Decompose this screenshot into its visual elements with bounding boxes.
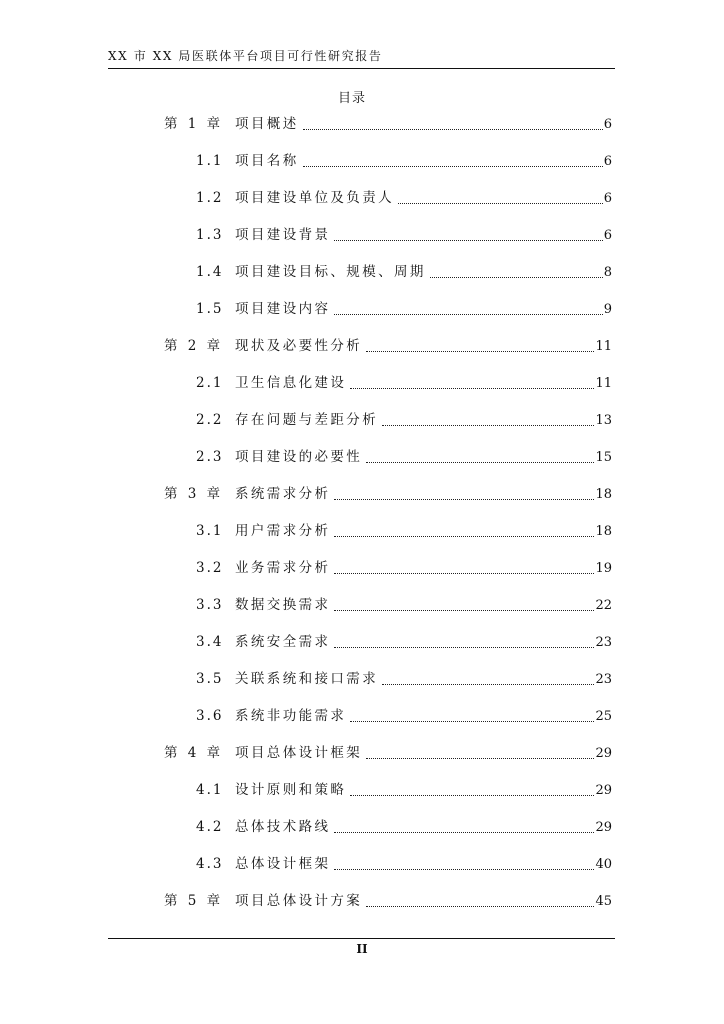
toc-entry-number: 3.1 xyxy=(196,523,224,539)
toc-entry-page: 6 xyxy=(603,154,612,169)
toc-dot-leader xyxy=(398,203,603,204)
toc-entry-label: 项目建设目标、规模、周期 xyxy=(235,264,426,280)
toc-entry-page: 19 xyxy=(595,561,612,576)
toc-entry-number: 第 2 章 xyxy=(164,338,224,354)
toc-section-entry[interactable] xyxy=(196,632,612,652)
toc-dot-leader xyxy=(334,240,602,241)
toc-entry-number: 第 5 章 xyxy=(164,893,224,909)
toc-section-entry[interactable] xyxy=(196,447,612,467)
toc-chapter-entry[interactable] xyxy=(164,114,612,134)
toc-section-entry[interactable] xyxy=(196,780,612,800)
toc-entry-number: 3.6 xyxy=(196,708,224,724)
toc-entry-number: 1.4 xyxy=(196,264,224,280)
toc-entry-page: 13 xyxy=(595,413,612,428)
toc-entry-label: 项目概述 xyxy=(235,116,299,132)
toc-dot-leader xyxy=(334,536,594,537)
running-header: XX 市 XX 局医联体平台项目可行性研究报告 xyxy=(108,49,383,63)
toc-entry-number: 2.1 xyxy=(196,375,224,391)
toc-section-entry[interactable] xyxy=(196,410,612,430)
toc-entry-number: 4.2 xyxy=(196,819,224,835)
toc-entry-number: 第 3 章 xyxy=(164,486,224,502)
toc-dot-leader xyxy=(366,462,594,463)
toc-entry-label: 关联系统和接口需求 xyxy=(235,671,379,687)
toc-entry-page: 29 xyxy=(595,783,612,798)
toc-dot-leader xyxy=(382,684,594,685)
toc-entry-page: 40 xyxy=(595,857,612,872)
toc-entry-label: 存在问题与差距分析 xyxy=(235,412,379,428)
toc-entry-number: 4.3 xyxy=(196,856,224,872)
toc-entry-number: 2.2 xyxy=(196,412,224,428)
footer-divider xyxy=(108,938,615,939)
toc-section-entry[interactable] xyxy=(196,262,612,282)
toc-section-entry[interactable] xyxy=(196,817,612,837)
toc-entry-number: 1.2 xyxy=(196,190,224,206)
toc-entry-label: 设计原则和策略 xyxy=(235,782,347,798)
toc-entry-label: 总体设计框架 xyxy=(235,856,331,872)
toc-entry-label: 现状及必要性分析 xyxy=(235,338,363,354)
header-divider xyxy=(108,68,615,69)
toc-title: 目录 xyxy=(338,91,367,106)
toc-section-entry[interactable] xyxy=(196,521,612,541)
toc-chapter-entry[interactable] xyxy=(164,743,612,763)
toc-section-entry[interactable] xyxy=(196,151,612,171)
toc-dot-leader xyxy=(350,721,594,722)
toc-section-entry[interactable] xyxy=(196,225,612,245)
page-number: II xyxy=(356,942,368,956)
toc-dot-leader xyxy=(334,314,602,315)
toc-entry-number: 1.1 xyxy=(196,153,224,169)
toc-entry-label: 项目总体设计框架 xyxy=(235,745,363,761)
toc-section-entry[interactable] xyxy=(196,595,612,615)
toc-entry-page: 6 xyxy=(603,117,612,132)
toc-entry-label: 项目建设背景 xyxy=(235,227,331,243)
toc-entry-number: 3.4 xyxy=(196,634,224,650)
toc-chapter-entry[interactable] xyxy=(164,336,612,356)
toc-section-entry[interactable] xyxy=(196,188,612,208)
toc-section-entry[interactable] xyxy=(196,706,612,726)
toc-entry-number: 4.1 xyxy=(196,782,224,798)
toc-entry-label: 系统非功能需求 xyxy=(235,708,347,724)
toc-entry-number: 3.2 xyxy=(196,560,224,576)
toc-dot-leader xyxy=(366,351,594,352)
toc-entry-number: 第 1 章 xyxy=(164,116,224,132)
toc-entry-label: 项目建设内容 xyxy=(235,301,331,317)
toc-dot-leader xyxy=(350,388,594,389)
toc-entry-label: 项目建设单位及负责人 xyxy=(235,190,394,206)
toc-entry-page: 6 xyxy=(603,191,612,206)
toc-entry-label: 系统需求分析 xyxy=(235,486,331,502)
toc-dot-leader xyxy=(430,277,603,278)
toc-entry-label: 系统安全需求 xyxy=(235,634,331,650)
toc-entry-page: 23 xyxy=(595,672,612,687)
toc-entry-page: 15 xyxy=(595,450,612,465)
toc-entry-page: 11 xyxy=(595,376,612,391)
toc-dot-leader xyxy=(303,166,603,167)
toc-entry-number: 1.5 xyxy=(196,301,224,317)
toc-section-entry[interactable] xyxy=(196,373,612,393)
toc-dot-leader xyxy=(334,610,594,611)
toc-entry-number: 3.5 xyxy=(196,671,224,687)
toc-entry-label: 项目名称 xyxy=(235,153,299,169)
toc-entry-page: 18 xyxy=(595,524,612,539)
toc-dot-leader xyxy=(334,573,594,574)
toc-entry-page: 9 xyxy=(603,302,612,317)
toc-entry-label: 卫生信息化建设 xyxy=(235,375,347,391)
toc-section-entry[interactable] xyxy=(196,669,612,689)
toc-entry-label: 项目建设的必要性 xyxy=(235,449,363,465)
toc-dot-leader xyxy=(334,869,594,870)
toc-entry-page: 29 xyxy=(595,820,612,835)
toc-entry-page: 45 xyxy=(595,894,612,909)
toc-entry-number: 3.3 xyxy=(196,597,224,613)
toc-dot-leader xyxy=(382,425,594,426)
toc-dot-leader xyxy=(334,499,594,500)
toc-entry-page: 25 xyxy=(595,709,612,724)
toc-entry-number: 2.3 xyxy=(196,449,224,465)
toc-dot-leader xyxy=(350,795,594,796)
toc-entry-label: 业务需求分析 xyxy=(235,560,331,576)
toc-chapter-entry[interactable] xyxy=(164,484,612,504)
toc-entry-label: 数据交换需求 xyxy=(235,597,331,613)
toc-entry-page: 18 xyxy=(595,487,612,502)
toc-section-entry[interactable] xyxy=(196,558,612,578)
toc-entry-page: 22 xyxy=(595,598,612,613)
toc-entry-label: 项目总体设计方案 xyxy=(235,893,363,909)
toc-entry-page: 29 xyxy=(595,746,612,761)
toc-entry-label: 总体技术路线 xyxy=(235,819,331,835)
toc-dot-leader xyxy=(366,906,594,907)
toc-entry-label: 用户需求分析 xyxy=(235,523,331,539)
toc-dot-leader xyxy=(334,647,594,648)
toc-entry-number: 第 4 章 xyxy=(164,745,224,761)
toc-entry-page: 23 xyxy=(595,635,612,650)
toc-section-entry[interactable] xyxy=(196,854,612,874)
toc-entry-number: 1.3 xyxy=(196,227,224,243)
toc-entry-page: 8 xyxy=(603,265,612,280)
toc-section-entry[interactable] xyxy=(196,299,612,319)
toc-chapter-entry[interactable] xyxy=(164,891,612,911)
toc-dot-leader xyxy=(366,758,594,759)
toc-entry-page: 11 xyxy=(595,339,612,354)
toc-entry-page: 6 xyxy=(603,228,612,243)
toc-dot-leader xyxy=(334,832,594,833)
toc-dot-leader xyxy=(303,129,603,130)
